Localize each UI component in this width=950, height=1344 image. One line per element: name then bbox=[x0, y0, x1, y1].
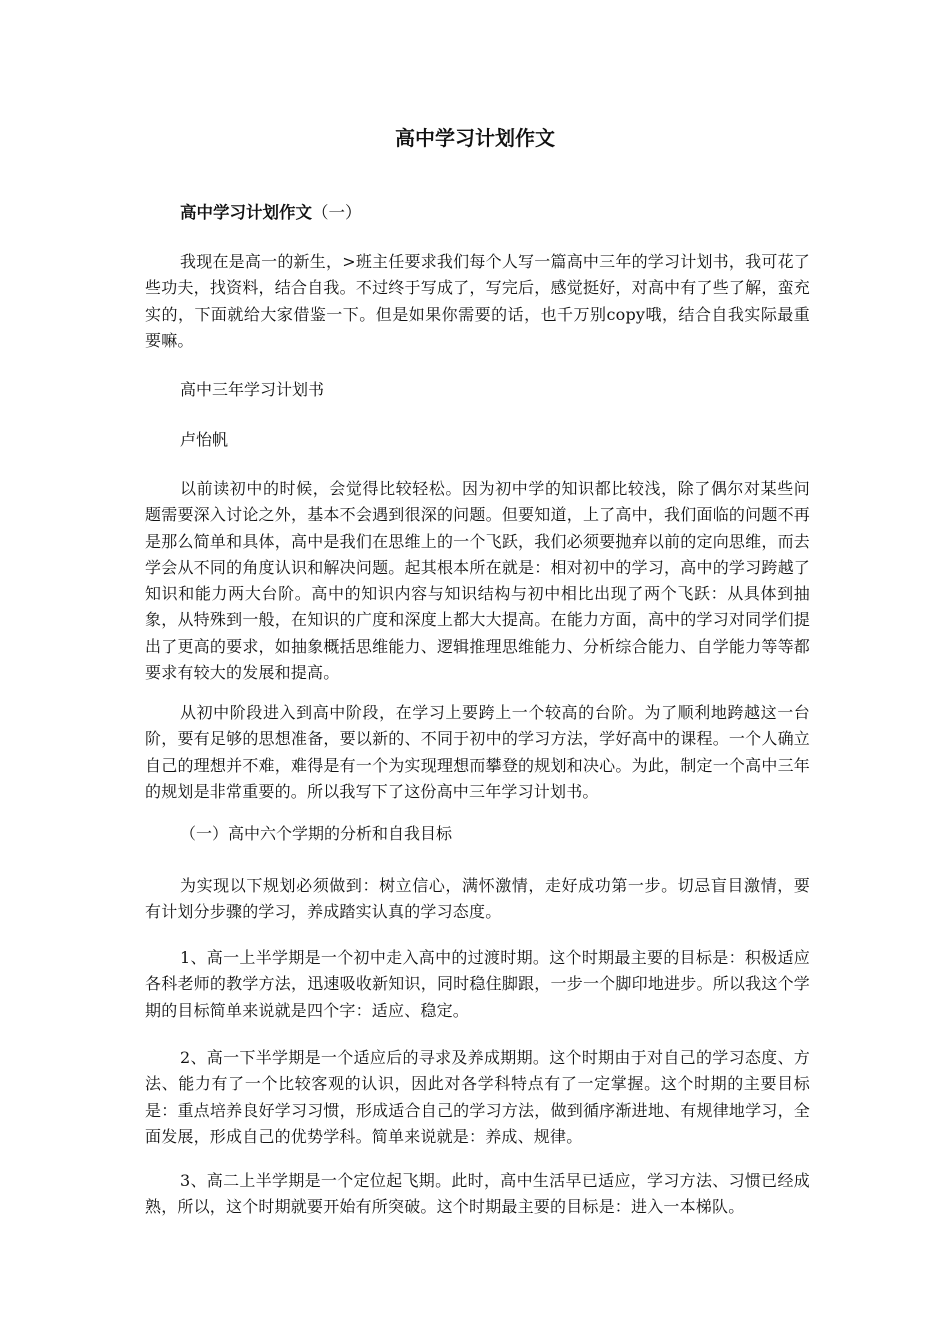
section-heading-main: 高中学习计划作文 bbox=[180, 203, 312, 222]
semester-item-2: 2、高一下半学期是一个适应后的寻求及养成期期。这个时期由于对自己的学习态度、方法、能力有了一个比较客观的认识，因此对各学科特点有了一定掌握。这个时期的主要目标是：重点培养良好学习习惯，形成适合自己的学习方法，做到循序渐进地、有规律地学习，全面发展，形成自己的优势学科。简单来说就是：养成、规律。 bbox=[145, 1048, 810, 1146]
semester-item-3: 3、高二上半学期是一个定位起飞期。此时，高中生活早已适应，学习方法、习惯已经成熟，所以，这个时期就要开始有所突破。这个时期最主要的目标是：进入一本梯队。 bbox=[145, 1171, 810, 1217]
intro-paragraph: 我现在是高一的新生，>班主任要求我们每个人写一篇高中三年的学习计划书，我可花了些功夫，找资料，结合自我。不过终于写成了，写完后，感觉挺好，对高中有了些了解，蛮充实的，下面就给大家借鉴一下。但是如果你需要的话，也千万别copy哦，结合自我实际最重要嘛。 bbox=[145, 252, 810, 350]
semester-item-1: 1、高一上半学期是一个初中走入高中的过渡时期。这个时期最主要的目标是：积极适应各科老师的教学方法，迅速吸收新知识，同时稳住脚跟，一步一个脚印地进步。所以我这个学期的目标简单来说就是四个字：适应、稳定。 bbox=[145, 948, 810, 1020]
plan-title-line: 高中三年学习计划书 bbox=[180, 380, 325, 399]
body-paragraph-3: 为实现以下规划必须做到：树立信心，满怀激情，走好成功第一步。切忌盲目激情，要有计划分步骤的学习，养成踏实认真的学习态度。 bbox=[145, 876, 810, 922]
body-paragraph-2: 从初中阶段进入到高中阶段，在学习上要跨上一个较高的台阶。为了顺利地跨越这一台阶，要有足够的思想准备，要以新的、不同于初中的学习方法，学好高中的课程。一个人确立自己的理想并不难，难得是有一个为实现理想而攀登的规划和决心。为此，制定一个高中三年的规划是非常重要的。所以我写下了这份高中三年学习计划书。 bbox=[145, 703, 810, 801]
document-title: 高中学习计划作文 bbox=[395, 126, 555, 150]
section-heading-suffix: （一） bbox=[312, 203, 362, 222]
body-paragraph-1: 以前读初中的时候，会觉得比较轻松。因为初中学的知识都比较浅，除了偶尔对某些问题需要深入讨论之外，基本不会遇到很深的问题。但要知道，上了高中，我们面临的问题不再是那么简单和具体，高中是我们在思维上的一个飞跃，我们必须要抛弃以前的定向思维，而去学会从不同的角度认识和解决问题。起其根本所在就是：相对初中的学习，高中的学习跨越了知识和能力两大台阶。高中的知识内容与知识结构与初中相比出现了两个飞跃：从具体到抽象，从特殊到一般，在知识的广度和深度上都大大提高。在能力方面，高中的学习对同学们提出了更高的要求，如抽象概括思维能力、逻辑推理思维能力、分析综合能力、自学能力等等都要求有较大的发展和提高。 bbox=[145, 479, 810, 683]
author-line: 卢怡帆 bbox=[180, 430, 229, 449]
section-heading bbox=[180, 201, 362, 225]
section-1-heading: （一）高中六个学期的分析和自我目标 bbox=[180, 824, 453, 843]
